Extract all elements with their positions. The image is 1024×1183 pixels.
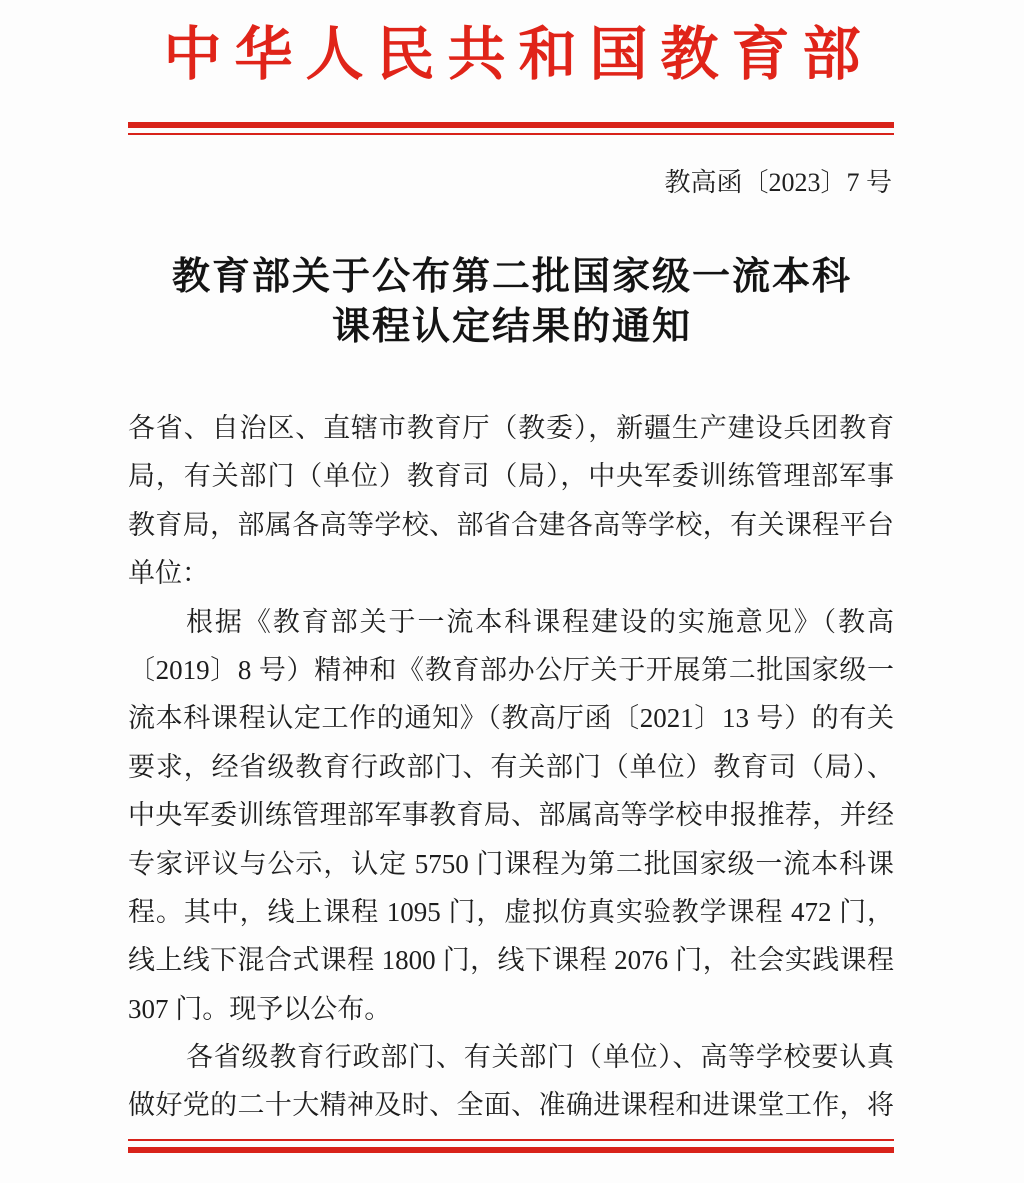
body-line: 程。其中，线上课程 1095 门，虚拟仿真实验教学课程 472 门，	[128, 896, 894, 927]
body-line: 做好党的二十大精神及时、全面、准确进课程和进课堂工作，将	[128, 1090, 894, 1121]
document-title-line-1: 教育部关于公布第二批国家级一流本科	[171, 256, 852, 298]
body-line: 局，有关部门（单位）教育司（局），中央军委训练管理部军事	[128, 461, 894, 492]
body-line: 中央军委训练管理部军事教育局、部属高等学校申报推荐，并经	[128, 800, 894, 831]
body-line: 线上线下混合式课程 1800 门，线下课程 2076 门，社会实践课程	[128, 945, 894, 976]
body-line: 要求，经省级教育行政部门、有关部门（单位）教育司（局）、	[128, 751, 894, 782]
body-line: 各省级教育行政部门、有关部门（单位）、高等学校要认真	[186, 1042, 894, 1073]
body-line: 〔2019〕8 号）精神和《教育部办公厅关于开展第二批国家级一	[128, 654, 894, 685]
divider-thin-line	[128, 133, 894, 135]
footer-divider	[128, 1139, 894, 1153]
body-line: 根据《教育部关于一流本科课程建设的实施意见》（教高	[186, 606, 894, 637]
document-body	[128, 404, 894, 1130]
body-line: 单位：	[128, 558, 209, 589]
document-title-line-2: 课程认定结果的通知	[331, 306, 692, 348]
body-line: 307 门。现予以公布。	[128, 993, 392, 1024]
letterhead-divider	[128, 122, 894, 135]
body-line: 教育局，部属各高等学校、部省合建各高等学校，有关课程平台	[128, 509, 894, 540]
body-line: 各省、自治区、直辖市教育厅（教委），新疆生产建设兵团教育	[128, 413, 894, 443]
document-title	[0, 252, 1024, 352]
body-line: 流本科课程认定工作的通知》（教高厅函〔2021〕13 号）的有关	[128, 703, 894, 734]
body-line: 专家评议与公示，认定 5750 门课程为第二批国家级一流本科课	[128, 848, 894, 879]
divider-thick-line	[128, 1147, 894, 1153]
letterhead-org-name: 中华人民共和国教育部	[163, 22, 874, 87]
document-number: 教高函〔2023〕7 号	[664, 168, 892, 197]
